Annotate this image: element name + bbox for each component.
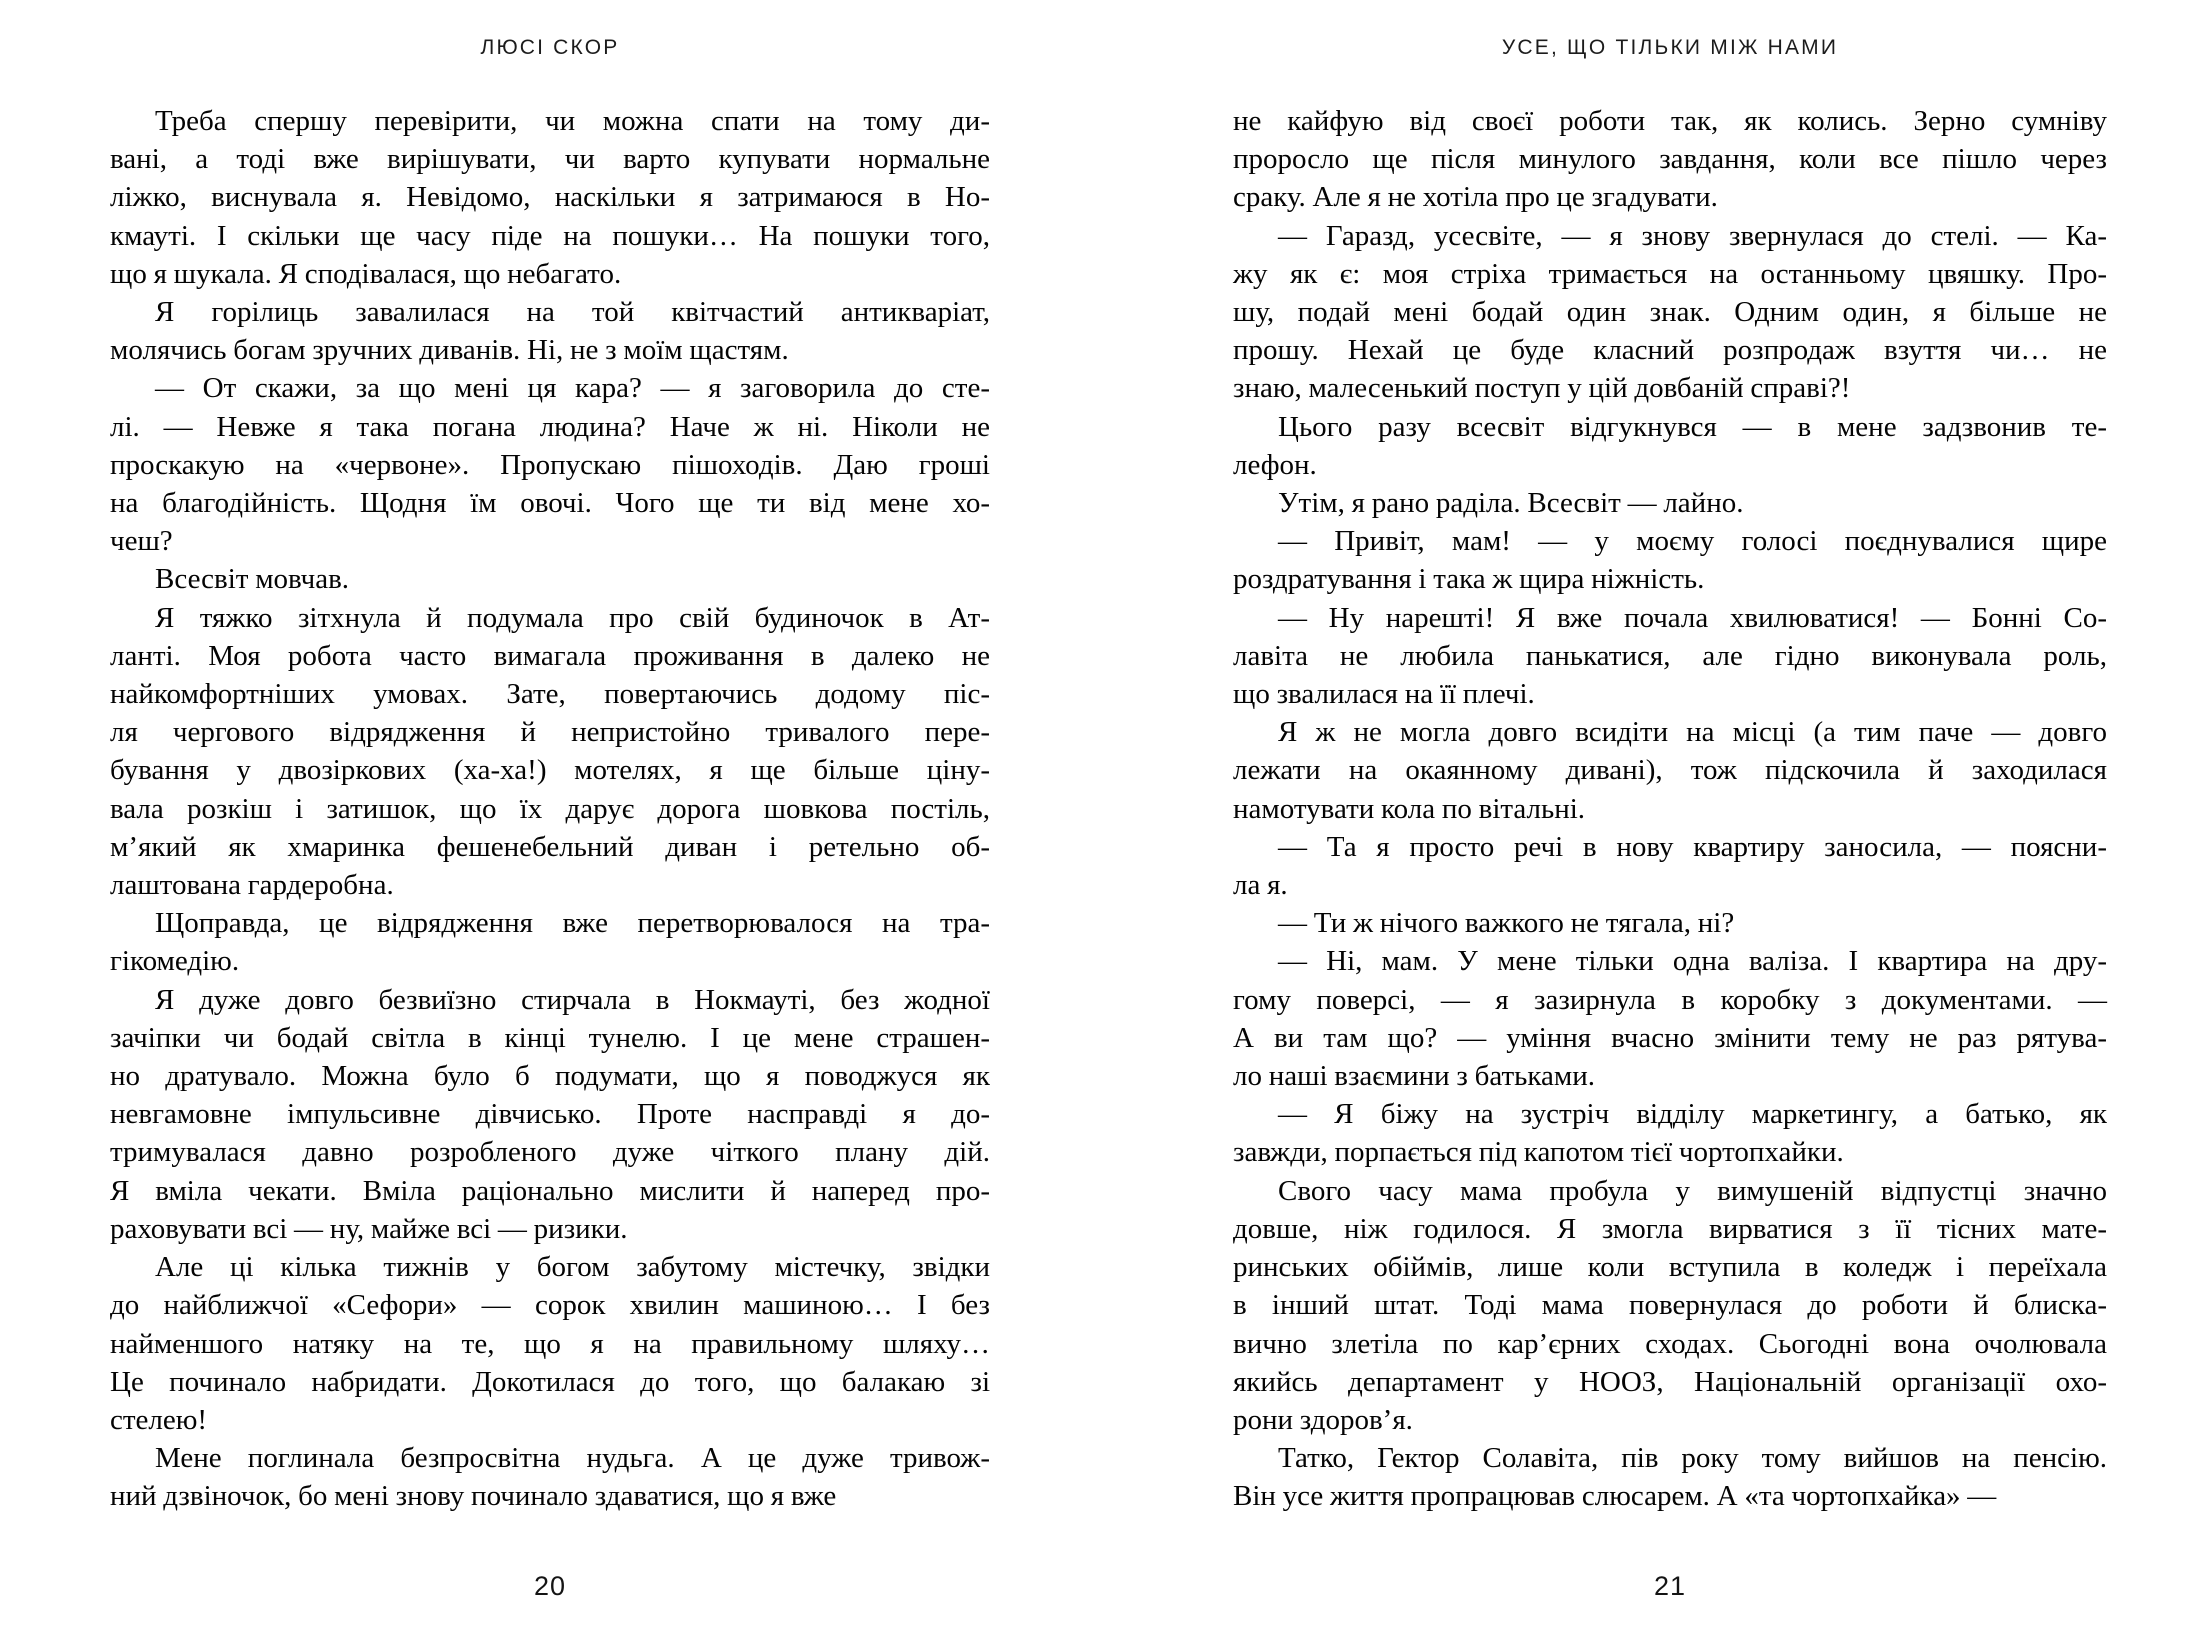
text-line: невгамовне імпульсивне дівчисько. Проте насправді я до- (110, 1098, 990, 1131)
page-number-right: 21 (1653, 1571, 1687, 1601)
page-left-column (110, 0, 990, 1650)
text-line: найменшого натяку на те, що я на правильному шляху… (110, 1327, 990, 1360)
text-line: бування у двозіркових (ха-ха!) мотелях, я ще більше ціну- (110, 754, 990, 787)
text-line: сраку. Але я не хотіла про це згадувати. (1233, 181, 1718, 214)
text-line: Цього разу всесвіт відгукнувся — в мене задзвонив те- (1278, 410, 2107, 443)
text-line: Свого часу мама пробула у вимушеній відпустці значно (1278, 1174, 2107, 1207)
paragraph (110, 293, 990, 369)
text-line: зачіпки чи бодай світла в кінці тунелю. І це мене страшен- (110, 1021, 990, 1054)
text-line: Я вміла чекати. Вміла раціонально мислити й наперед про- (110, 1174, 990, 1207)
text-line: на благодійність. Щодня їм овочі. Чого ще ти від мене хо- (110, 487, 990, 520)
text-line: Щоправда, це відрядження вже перетворювалося на тра- (155, 907, 990, 940)
running-header-book-title: УСЕ, ЩО ТІЛЬКИ МІЖ НАМИ (1501, 36, 1839, 59)
text-line: А ви там що? — уміння вчасно змінити тему не раз рятува- (1233, 1021, 2107, 1054)
page-number-left: 20 (533, 1571, 567, 1601)
text-line: прошу. Нехай це буде класний розпродаж взуття чи… не (1233, 334, 2107, 367)
text-line: ло наші взаємини з батьками. (1233, 1060, 1596, 1093)
text-line: ла я. (1233, 869, 1288, 902)
page-body-left (110, 102, 990, 1516)
text-line: намотувати кола по вітальні. (1233, 792, 1586, 825)
paragraph (1233, 1172, 2107, 1439)
page-right-column (1233, 0, 2107, 1650)
paragraph (1233, 713, 2107, 828)
text-line: ланті. Моя робота часто вимагала проживання в далеко не (110, 639, 990, 672)
text-line: до найближчої «Сефори» — сорок хвилин машиною… І без (110, 1289, 990, 1322)
text-line: рони здоров’я. (1233, 1403, 1413, 1436)
text-line: м’який як хмаринка фешенебельний диван і ретельно об- (110, 830, 990, 863)
page-right (1100, 0, 2200, 1650)
text-line: чеш? (110, 525, 173, 558)
paragraph (1233, 828, 2107, 904)
text-line: роздратування і така ж щира ніжність. (1233, 563, 1705, 596)
text-line: найкомфортніших умовах. Зате, повертаючись додому піс- (110, 678, 990, 711)
text-line: — От скажи, за що мені ця кара? — я заговорила до сте- (155, 372, 990, 405)
text-line: Я тяжко зітхнула й подумала про свій будиночок в Ат- (155, 601, 990, 634)
text-line: Мене поглинала безпросвітна нудьга. А це дуже тривож- (155, 1442, 990, 1475)
paragraph (1233, 1095, 2107, 1171)
text-line: Я дуже довго безвиїзно стирчала в Нокмауті, без жодної (155, 983, 990, 1016)
paragraph (1233, 408, 2107, 484)
text-line: лежати на окаянному дивані), тож підскочила й заходилася (1233, 754, 2107, 787)
paragraph (1233, 1439, 2107, 1515)
paragraph (110, 560, 990, 598)
text-line: — Привіт, мам! — у моєму голосі поєднувалися щире (1278, 525, 2107, 558)
text-line: Він усе життя пропрацював слюсарем. А «та чортопхайка» — (1233, 1480, 1997, 1513)
paragraph (110, 599, 990, 905)
paragraph (1233, 904, 2107, 942)
text-line: Татко, Гектор Солавіта, пів року тому вийшов на пенсію. (1278, 1442, 2107, 1475)
text-line: — Ні, мам. У мене тільки одна валіза. І квартира на дру- (1278, 945, 2107, 978)
running-header-author: ЛЮСІ СКОР (480, 36, 620, 59)
text-line: — Та я просто речі в нову квартиру заносила, — поясни- (1278, 830, 2107, 863)
text-line: лаштована гардеробна. (110, 869, 394, 902)
paragraph (110, 904, 990, 980)
text-line: Але ці кілька тижнів у богом забутому містечку, звідки (155, 1251, 990, 1284)
text-line: вані, а тоді вже вирішувати, чи варто купувати нормальне (110, 143, 990, 176)
text-line: в інший штат. Тоді мама повернулася до роботи й блиска- (1233, 1289, 2107, 1322)
text-line: стелею! (110, 1403, 208, 1436)
text-line: — Гаразд, усесвіте, — я знову звернулася до стелі. — Ка- (1278, 219, 2107, 252)
paragraph (110, 369, 990, 560)
paragraph (110, 1248, 990, 1439)
text-line: завжди, порпається під капотом тієї чортопхайки. (1233, 1136, 1844, 1169)
text-line: Я ж не могла довго всидіти на місці (а тим паче — довго (1278, 716, 2107, 749)
page-body-right (1233, 102, 2107, 1516)
paragraph (1233, 484, 2107, 522)
text-line: вала розкіш і затишок, що їх дарує дорога шовкова постіль, (110, 792, 990, 825)
text-line: не кайфую від своєї роботи так, як колись. Зерно сумніву (1233, 105, 2107, 137)
text-line: кмауті. І скільки ще часу піде на пошуки… На пошуки того, (110, 219, 990, 252)
text-line: Я горілиць завалилася на той квітчастий антикваріат, (155, 296, 990, 329)
text-line: що я шукала. Я сподівалася, що небагато. (110, 257, 622, 290)
text-line: гому поверсі, — я зазирнула в коробку з документами. — (1233, 983, 2107, 1016)
text-line: жу як є: моя стріха тримається на останньому цвяшку. Про- (1233, 257, 2107, 290)
text-line: молячись богам зручних диванів. Ні, не з моїм щастям. (110, 334, 789, 367)
text-line: Треба спершу перевірити, чи можна спати на тому ди- (155, 105, 990, 137)
paragraph (110, 981, 990, 1248)
paragraph (110, 1439, 990, 1515)
text-line: раховувати всі — ну, майже всі — ризики. (110, 1212, 628, 1245)
paragraph (110, 102, 990, 293)
text-line: довше, ніж годилося. Я змогла вирватися з її тісних мате- (1233, 1212, 2107, 1245)
text-line: проросло ще після минулого завдання, коли все пішло через (1233, 143, 2107, 176)
text-line: проскакую на «червоне». Пропускаю пішоходів. Даю гроші (110, 448, 990, 481)
text-line: Це починало набридати. Докотилася до того, що балакаю зі (110, 1365, 990, 1398)
text-line: вично злетіла по кар’єрних сходах. Сьогодні вона очолювала (1233, 1327, 2107, 1360)
text-line: шу, подай мені бодай один знак. Одним один, я більше не (1233, 296, 2107, 329)
paragraph (1233, 942, 2107, 1095)
paragraph (1233, 217, 2107, 408)
text-line: Утім, я рано раділа. Всесвіт — лайно. (1278, 487, 1744, 520)
text-line: тримувалася давно розробленого дуже чіткого плану дій. (110, 1136, 990, 1169)
text-line: ліжко, виснувала я. Невідомо, наскільки я затримаюся в Но- (110, 181, 990, 214)
text-line: лавіта не любила панькатися, але гідно виконувала роль, (1233, 639, 2107, 672)
text-line: що звалилася на її плечі. (1233, 678, 1535, 711)
text-line: — Ну нарешті! Я вже почала хвилюватися! — Бонні Со- (1278, 601, 2107, 634)
paragraph (1233, 522, 2107, 598)
text-line: — Я біжу на зустріч відділу маркетингу, а батько, як (1278, 1098, 2107, 1131)
text-line: лі. — Невже я така погана людина? Наче ж ні. Ніколи не (110, 410, 990, 443)
text-line: Всесвіт мовчав. (155, 563, 350, 596)
text-line: ля чергового відрядження й непристойно тривалого пере- (110, 716, 990, 749)
text-line: ринських обіймів, лише коли вступила в коледж і переїхала (1233, 1251, 2107, 1284)
text-line: лефон. (1233, 448, 1317, 481)
text-line: но дратувало. Можна було б подумати, що я поводжуся як (110, 1060, 990, 1093)
text-line: знаю, малесенький поступ у цій довбаній справі?! (1233, 372, 1851, 405)
text-line: якийсь департамент у НООЗ, Національній організації охо- (1233, 1365, 2107, 1398)
text-line: гікомедію. (110, 945, 240, 978)
paragraph (1233, 599, 2107, 714)
text-line: — Ти ж нічого важкого не тягала, ні? (1278, 907, 1735, 940)
text-line: ний дзвіночок, бо мені знову починало здаватися, що я вже (110, 1480, 837, 1513)
paragraph (1233, 102, 2107, 217)
